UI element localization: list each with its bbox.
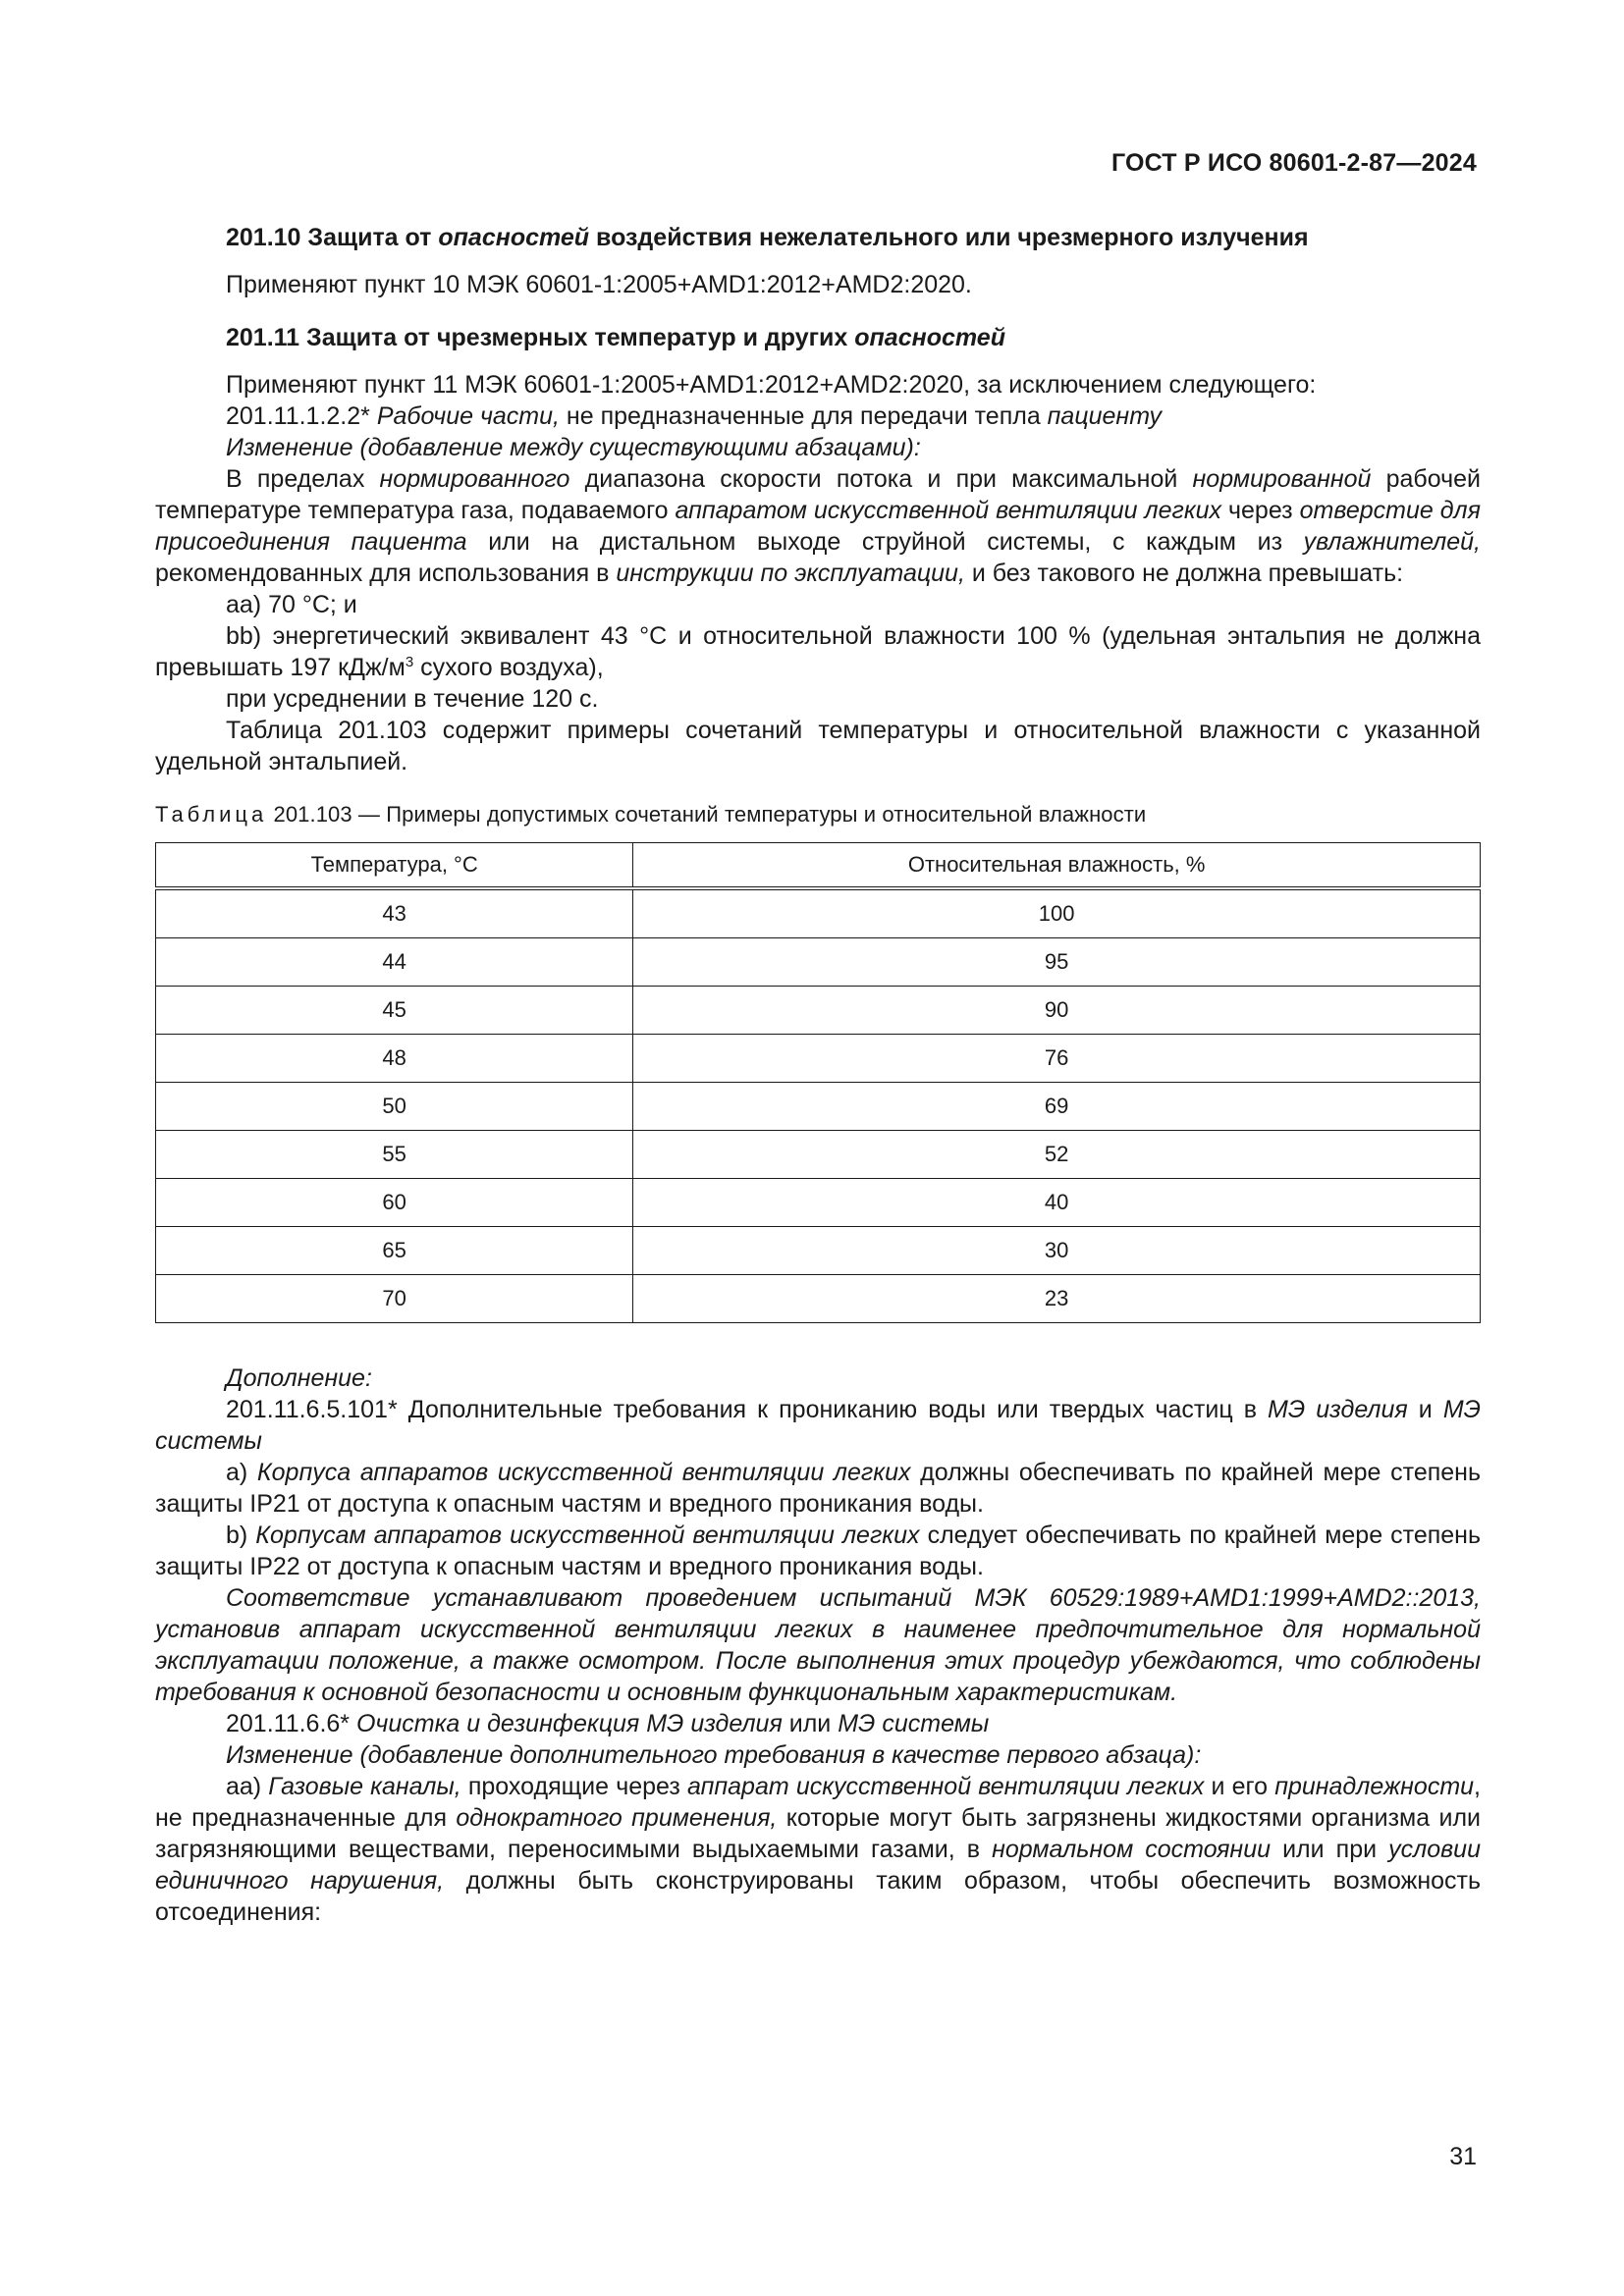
addition-title: Дополнение: — [226, 1364, 372, 1392]
table-cell: 100 — [633, 888, 1481, 938]
table-row — [156, 1131, 1481, 1179]
paragraph: при усреднении в течение 120 с. — [226, 685, 599, 713]
compliance-text: Соответствие устанавливают проведением испытаний МЭК 60529:1989+AMD1:1999+AMD2::2013, установив аппарат искусственной вентиляции легких в наименее предпочтительное для нормальной эксплуатации положение, а также осмотром. После выполнения этих процедур убеждаются, что соблюдены требования к основной безопасности и основным функциональным характеристикам. — [155, 1584, 1481, 1706]
page-content — [155, 222, 1481, 1928]
table-row — [156, 987, 1481, 1035]
table-cell: 60 — [156, 1179, 633, 1227]
table-header-humidity: Относительная влажность, % — [633, 843, 1481, 889]
table-cell: 65 — [156, 1227, 633, 1275]
paragraph: В пределах нормированного диапазона скорости потока и при максимальной нормированной рабочей температуре температура газа, подаваемого аппаратом искусственной вентиляции легких через отверстие для присоединения пациента или на дистальном выходе струйной системы, с каждым из увлажнителей, рекомендованных для использования в инструкции по эксплуатации, и без такового не должна превышать: — [155, 465, 1482, 587]
amendment-note: Изменение (добавление между существующими абзацами): — [226, 434, 921, 461]
data-table — [155, 842, 1481, 1323]
table-cell: 44 — [156, 938, 633, 987]
table-cell: 70 — [156, 1275, 633, 1323]
page-number: 31 — [1449, 2143, 1477, 2170]
table-row — [156, 938, 1481, 987]
subclause-heading: 201.11.6.6* Очистка и дезинфекция МЭ изделия или МЭ системы — [226, 1710, 990, 1737]
table-row — [156, 1275, 1481, 1323]
subclause-heading: 201.11.6.5.101* Дополнительные требования к прониканию воды или твердых частиц в МЭ изделия и МЭ системы — [155, 1396, 1481, 1455]
list-item-b: b) Корпусам аппаратов искусственной вентиляции легких следует обеспечивать по крайней мере степень защиты IP22 от доступа к опасным частям и вредного проникания воды. — [155, 1522, 1482, 1580]
list-item-aa-gas: aa) Газовые каналы, проходящие через аппарат искусственной вентиляции легких и его принадлежности, не предназначенные для однократного применения, которые могут быть загрязнены жидкостями организма или загрязняющими веществами, переносимыми выдыхаемыми газами, в нормальном состоянии или при условии единичного нарушения, должны быть сконструированы таким образом, чтобы обеспечить возможность отсоединения: — [155, 1773, 1482, 1926]
list-item-aa: aa) 70 °C; и — [226, 591, 357, 618]
table-cell: 40 — [633, 1179, 1481, 1227]
table-cell: 69 — [633, 1083, 1481, 1131]
list-item-a: a) Корпуса аппаратов искусственной вентиляции легких должны обеспечивать по крайней мере степень защиты IP21 от доступа к опасным частям и вредного проникания воды. — [155, 1459, 1481, 1518]
table-cell: 90 — [633, 987, 1481, 1035]
table-row — [156, 888, 1481, 938]
section-heading-201-11: 201.11 Защита от чрезмерных температур и других опасностей — [226, 324, 1005, 351]
table-row — [156, 1035, 1481, 1083]
table-cell: 23 — [633, 1275, 1481, 1323]
table-row — [156, 1083, 1481, 1131]
table-cell: 95 — [633, 938, 1481, 987]
table-cell: 45 — [156, 987, 633, 1035]
paragraph: Применяют пункт 11 МЭК 60601-1:2005+AMD1:2012+AMD2:2020, за исключением следующего: — [226, 371, 1317, 399]
table-cell: 50 — [156, 1083, 633, 1131]
table-cell: 43 — [156, 888, 633, 938]
table-cell: 55 — [156, 1131, 633, 1179]
table-cell: 30 — [633, 1227, 1481, 1275]
paragraph: Таблица 201.103 содержит примеры сочетаний температуры и относительной влажности с указанной удельной энтальпией. — [155, 717, 1481, 775]
table-caption: Таблица 201.103 — Примеры допустимых сочетаний температуры и относительной влажности — [155, 802, 1147, 827]
section-heading-201-10: 201.10 Защита от опасностей воздействия нежелательного или чрезмерного излучения — [226, 224, 1309, 251]
subclause-heading: 201.11.1.2.2* Рабочие части, не предназначенные для передачи тепла пациенту — [226, 402, 1162, 430]
amendment-note: Изменение (добавление дополнительного требования в качестве первого абзаца): — [226, 1741, 1202, 1769]
table-row — [156, 1227, 1481, 1275]
table-cell: 76 — [633, 1035, 1481, 1083]
table-cell: 52 — [633, 1131, 1481, 1179]
table-row — [156, 1179, 1481, 1227]
table-cell: 48 — [156, 1035, 633, 1083]
document-header: ГОСТ Р ИСО 80601-2-87—2024 — [1110, 149, 1477, 177]
list-item-bb: bb) энергетический эквивалент 43 °C и относительной влажности 100 % (удельная энтальпия не должна превышать 197 кДж/$м^3$ сухого воздуха), — [155, 622, 1481, 681]
paragraph: Применяют пункт 10 МЭК 60601-1:2005+AMD1:2012+AMD2:2020. — [226, 271, 972, 298]
table-header-temperature: Температура, °C — [156, 843, 633, 889]
